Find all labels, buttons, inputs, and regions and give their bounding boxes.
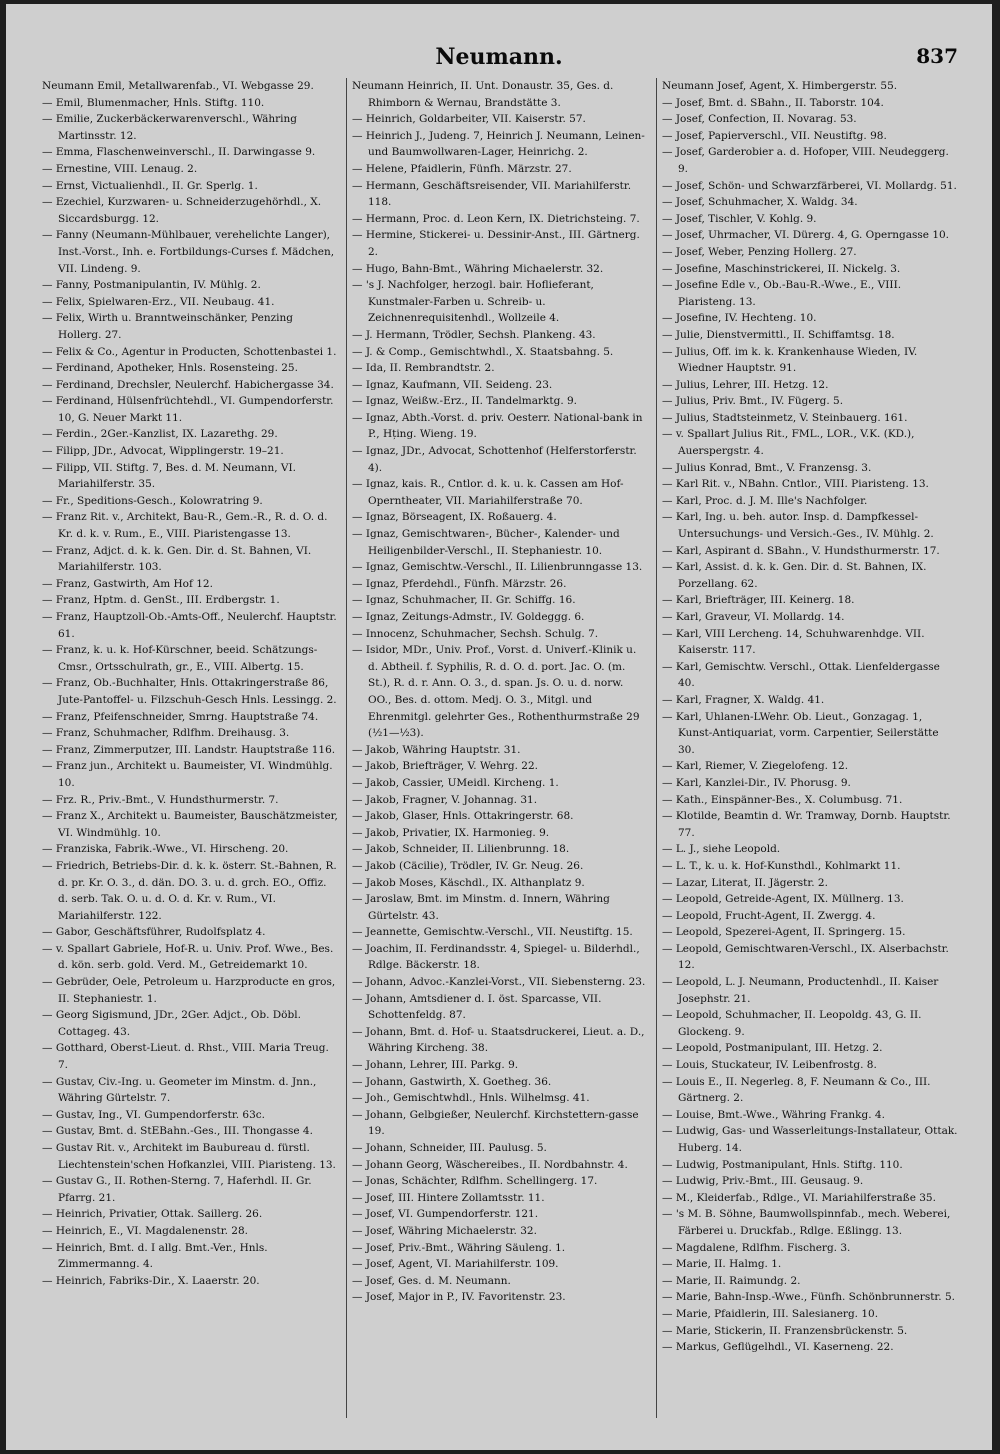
directory-entry: — Friedrich, Betriebs-Dir. d. k. k. österr. St.-Bahnen, R. d. pr. Kr. O. 3., d. dän. DO. 3. u. d. grch. EO., Offiz. d. serb. Tak. O. u. d. O. d. Kr. v. Rum., VI. Mariahilferstr. 122. <box>42 859 337 922</box>
directory-entry: — Franz, Schuhmacher, Rdlfhm. Dreihausg. 3. <box>42 727 290 740</box>
directory-entry: — Franz, Hptm. d. GenSt., III. Erdbergstr. 1. <box>42 594 280 607</box>
running-header: Neumann. <box>435 44 563 70</box>
directory-entry: — Gustav, Bmt. d. StEBahn.-Ges., III. Thongasse 4. <box>42 1125 313 1138</box>
directory-entry: — Jeannette, Gemischtw.-Verschl., VII. Neustiftg. 15. <box>352 926 633 939</box>
directory-entry: — Kath., Einspänner-Bes., X. Columbusg. 71. <box>662 793 903 806</box>
directory-entry: — Jakob, Schneider, II. Lilienbrunng. 18. <box>352 843 570 856</box>
directory-entry: — Leopold, Frucht-Agent, II. Zwergg. 4. <box>662 909 876 922</box>
directory-entry: — Fr., Speditions-Gesch., Kolowratring 9. <box>42 494 263 507</box>
directory-entry: — Josef, Tischler, V. Kohlg. 9. <box>662 212 817 225</box>
directory-entry: — Louis, Stuckateur, IV. Leibenfrostg. 8. <box>662 1059 877 1072</box>
directory-entry: — Julius, Lehrer, III. Hetzg. 12. <box>662 378 829 391</box>
directory-entry: — Frz. R., Priv.-Bmt., V. Hundsthurmerstr. 7. <box>42 793 279 806</box>
page-number: 837 <box>916 44 958 68</box>
directory-entry: — Emilie, Zuckerbäckerwarenverschl., Währing Martinsstr. 12. <box>42 113 297 142</box>
directory-entry: — Isidor, MDr., Univ. Prof., Vorst. d. Univerf.-Klinik u. d. Abtheil. f. Syphilis, R. d. O. d. port. Jac. O. (m. St.), R. d. r. Ann. O. 3., d. span. Js. O. u. d. norw. OO., Bes. d. ottom. Medj. O. 3., Mitgl. und Ehrenmitgl. gelehrter Ges., Rothenthurmstraße 29 (½1—½3). <box>352 644 640 740</box>
directory-entry: — Jakob Moses, Käschdl., IX. Althanplatz 9. <box>352 876 585 889</box>
directory-entry: — Ignaz, JDr., Advocat, Schottenhof (Helferstorferstr. 4). <box>352 445 637 474</box>
directory-entry: — Franz Rit. v., Architekt, Bau-R., Gem.-R., R. d. O. d. Kr. d. k. v. Rum., E., VIII. Piaristengasse 13. <box>42 511 328 541</box>
directory-entry: — Karl, Aspirant d. SBahn., V. Hundsthurmerstr. 17. <box>662 544 940 557</box>
directory-entry: — Franz X., Architekt u. Baumeister, Bauschätzmeister, VI. Windmühlg. 10. <box>42 810 338 839</box>
directory-entry: — Ludwig, Postmanipulant, Hnls. Stiftg. 110. <box>662 1158 903 1171</box>
directory-entry: — Heinrich, Goldarbeiter, VII. Kaiserstr. 57. <box>352 113 586 126</box>
directory-entry: — Jakob, Privatier, IX. Harmonieg. 9. <box>352 826 550 839</box>
directory-entry: — Franz, k. u. k. Hof-Kürschner, beeid. Schätzungs-Cmsr., Ortsschulrath, gr., E., VIII. Albertg. 15. <box>42 644 318 673</box>
directory-entry: — Karl, Ing. u. beh. autor. Insp. d. Dampfkessel-Untersuchungs- und Versich.-Ges., IV. Mühlg. 2. <box>662 511 934 541</box>
directory-entry: — Lazar, Literat, II. Jägerstr. 2. <box>662 876 828 889</box>
directory-entry: — Ignaz, Börseagent, IX. Roßauerg. 4. <box>352 511 557 524</box>
directory-entry: — Ezechiel, Kurzwaren- u. Schneiderzugehörhdl., X. Siccardsburgg. 12. <box>42 196 322 225</box>
directory-entry: — Julius, Priv. Bmt., IV. Fügerg. 5. <box>662 395 844 408</box>
directory-entry: — Leopold, Postmanipulant, III. Hetzg. 2. <box>662 1042 883 1055</box>
directory-entry: — Ferdinand, Drechsler, Neulerchf. Habichergasse 34. <box>42 378 334 391</box>
directory-entry: — Josef, Uhrmacher, VI. Dürerg. 4, G. Operngasse 10. <box>662 229 950 242</box>
directory-entry: — Franz, Adjct. d. k. k. Gen. Dir. d. St. Bahnen, VI. Mariahilferstr. 103. <box>42 544 312 574</box>
directory-entry: — Josef, Priv.-Bmt., Währing Säuleng. 1. <box>352 1241 566 1254</box>
directory-entry: — Klotilde, Beamtin d. Wr. Tramway, Dornb. Hauptstr. 77. <box>662 810 951 839</box>
directory-entry: — Gustav G., II. Rothen-Sterng. 7, Haferhdl. II. Gr. Pfarrg. 21. <box>42 1175 312 1204</box>
directory-entry: — Franz, Zimmerputzer, III. Landstr. Hauptstraße 116. <box>42 743 336 756</box>
directory-entry: — Marie, Bahn-Insp.-Wwe., Fünfh. Schönbrunnerstr. 5. <box>662 1291 955 1304</box>
directory-entry: — Joh., Gemischtwhdl., Hnls. Wilhelmsg. 41. <box>352 1092 590 1105</box>
directory-entry: — Jakob, Währing Hauptstr. 31. <box>352 743 521 756</box>
directory-entry: — Jakob, Fragner, V. Johannag. 31. <box>352 793 538 806</box>
directory-entry: — Emma, Flaschenweinverschl., II. Darwingasse 9. <box>42 146 316 159</box>
directory-entry: — Julie, Dienstvermittl., II. Schiffamtsg. 18. <box>662 328 895 341</box>
directory-entry: — Jakob, Glaser, Hnls. Ottakringerstr. 68. <box>352 810 574 823</box>
directory-entry: — Ignaz, Zeitungs-Admstr., IV. Goldeggg. 6. <box>352 611 585 623</box>
directory-entry: — Innocenz, Schuhmacher, Sechsh. Schulg. 7. <box>352 627 599 640</box>
directory-entry: — Fanny, Postmanipulantin, IV. Mühlg. 2. <box>42 279 261 292</box>
column-1 <box>42 78 338 1289</box>
directory-entry: — Johann, Amtsdiener d. I. öst. Sparcasse, VII. Schottenfeldg. 87. <box>352 992 602 1022</box>
directory-entry: — Ernestine, VIII. Lenaug. 2. <box>42 162 198 175</box>
directory-entry: — Georg Sigismund, JDr., 2Ger. Adjct., Ob. Döbl. Cottageg. 43. <box>42 1009 301 1038</box>
directory-entry: — Karl, Proc. d. J. M. Ille's Nachfolger. <box>662 494 868 507</box>
directory-entry: — Heinrich, Privatier, Ottak. Saillerg. 26. <box>42 1208 263 1221</box>
directory-entry: — Karl, Briefträger, III. Keinerg. 18. <box>662 594 855 607</box>
directory-entry: — Julius, Stadtsteinmetz, V. Steinbauerg. 161. <box>662 411 908 424</box>
directory-entry: Neumann Emil, Metallwarenfab., VI. Webgasse 29. <box>42 80 314 92</box>
directory-entry: — Gotthard, Oberst-Lieut. d. Rhst., VIII. Maria Treug. 7. <box>42 1042 329 1072</box>
directory-entry: — Johann, Lehrer, III. Parkg. 9. <box>352 1059 519 1072</box>
directory-entry: — Josef, Währing Michaelerstr. 32. <box>352 1224 537 1237</box>
directory-entry: — Ferdin., 2Ger.-Kanzlist, IX. Lazarethg. 29. <box>42 428 278 441</box>
directory-entry: — Johann, Gelbgießer, Neulerchf. Kirchstettern-gasse 19. <box>352 1108 639 1138</box>
directory-entry: — Josef, Confection, II. Novarag. 53. <box>662 113 857 126</box>
directory-entry: — Gabor, Geschäftsführer, Rudolfsplatz 4. <box>42 926 266 939</box>
directory-entry: — Hermann, Geschäftsreisender, VII. Mariahilferstr. 118. <box>352 179 632 209</box>
directory-entry: — Johann, Gastwirth, X. Goetheg. 36. <box>352 1075 552 1088</box>
directory-entry: Neumann Heinrich, II. Unt. Donaustr. 35, Ges. d. Rhimborn & Wernau, Brandstätte 3. <box>352 80 614 109</box>
directory-entry: — Helene, Pfaidlerin, Fünfh. Märzstr. 27. <box>352 162 572 175</box>
directory-entry: — Heinrich, Fabriks-Dir., X. Laaerstr. 20. <box>42 1274 260 1287</box>
directory-entry: — J. & Comp., Gemischtwhdl., X. Staatsbahng. 5. <box>352 345 614 358</box>
directory-entry: — Jakob, Cassier, UMeidl. Kircheng. 1. <box>352 776 559 789</box>
directory-entry: — Julius, Off. im k. k. Krankenhause Wieden, IV. Wiedner Hauptstr. 91. <box>662 345 918 375</box>
column-2 <box>352 78 648 1306</box>
directory-entry: — Johann, Schneider, III. Paulusg. 5. <box>352 1142 547 1154</box>
directory-entry: — Josefine, IV. Hechteng. 10. <box>662 312 817 325</box>
directory-entry: — Ignaz, Gemischtwaren-, Bücher-, Kalender- und Heiligenbilder-Verschl., II. Stephaniestr. 10. <box>352 528 620 557</box>
directory-entry: — Johann, Bmt. d. Hof- u. Staatsdruckerei, Lieut. a. D., Währing Kircheng. 38. <box>352 1025 645 1055</box>
directory-entry: — Ignaz, kais. R., Cntlor. d. k. u. k. Cassen am Hof-Operntheater, VII. Mariahilferstraße 70. <box>352 478 624 507</box>
directory-entry: — J. Hermann, Trödler, Sechsh. Plankeng. 43. <box>352 328 596 341</box>
directory-entry: — L. T., k. u. k. Hof-Kunsthdl., Kohlmarkt 11. <box>662 859 901 872</box>
directory-entry: — Felix & Co., Agentur in Producten, Schottenbastei 1. <box>42 345 337 358</box>
directory-entry: — Felix, Spielwaren-Erz., VII. Neubaug. 41. <box>42 295 275 308</box>
column-divider <box>656 78 657 1418</box>
directory-entry: — Josef, Schuhmacher, X. Waldg. 34. <box>662 196 858 209</box>
directory-entry: — Karl, Assist. d. k. k. Gen. Dir. d. St. Bahnen, IX. Porzellang. 62. <box>662 561 927 590</box>
directory-entry: — Karl, VIII Lercheng. 14, Schuhwarenhdge. VII. Kaiserstr. 117. <box>662 627 925 657</box>
directory-entry: — Ferdinand, Hülsenfrüchtehdl., VI. Gumpendorferstr. 10, G. Neuer Markt 11. <box>42 395 334 424</box>
directory-entry: — Markus, Geflügelhdl., VI. Kaserneng. 22. <box>662 1341 894 1354</box>
directory-entry: — Emil, Blumenmacher, Hnls. Stiftg. 110. <box>42 96 265 109</box>
directory-entry: — Ignaz, Abth.-Vorst. d. priv. Oesterr. National-bank in P., Hțing. Wieng. 19. <box>352 411 643 441</box>
directory-entry: — Karl, Fragner, X. Waldg. 41. <box>662 693 825 706</box>
directory-entry: — Louis E., II. Negerleg. 8, F. Neumann & Co., III. Gärtnerg. 2. <box>662 1075 931 1105</box>
directory-entry: — Gebrüder, Oele, Petroleum u. Harzproducte en gros, II. Stephaniestr. 1. <box>42 976 336 1005</box>
directory-entry: — Jonas, Schächter, Rdlfhm. Schellingerg. 17. <box>352 1175 598 1188</box>
directory-entry: — Ernst, Victualienhdl., II. Gr. Sperlg. 1. <box>42 179 258 192</box>
directory-entry: — Ferdinand, Apotheker, Hnls. Rosensteing. 25. <box>42 362 298 375</box>
directory-entry: — Hermine, Stickerei- u. Dessinir-Anst., III. Gärtnerg. 2. <box>352 229 640 258</box>
directory-entry: — Ignaz, Weißw.-Erz., II. Tandelmarktg. 9. <box>352 395 578 408</box>
directory-entry: — Karl, Kanzlei-Dir., IV. Phorusg. 9. <box>662 776 851 789</box>
directory-entry: Neumann Josef, Agent, X. Himbergerstr. 55. <box>662 80 898 92</box>
directory-entry: — Johann, Advoc.-Kanzlei-Vorst., VII. Siebensterng. 23. <box>352 976 646 989</box>
directory-entry: — Franz jun., Architekt u. Baumeister, VI. Windmühlg. 10. <box>42 760 333 789</box>
directory-entry: — M., Kleiderfab., Rdlge., VI. Mariahilferstraße 35. <box>662 1191 936 1204</box>
directory-entry: — Ignaz, Schuhmacher, II. Gr. Schiffg. 16. <box>352 594 576 607</box>
directory-entry: — Gustav Rit. v., Architekt im Baubureau d. fürstl. Liechtenstein'schen Hofkanzlei, VIII. Piaristeng. 13. <box>42 1142 336 1171</box>
directory-entry: — Josef, Weber, Penzing Hollerg. 27. <box>662 245 857 258</box>
directory-entry: — Jaroslaw, Bmt. im Minstm. d. Innern, Währing Gürtelstr. 43. <box>352 893 610 922</box>
directory-entry: — Marie, Pfaidlerin, III. Salesianerg. 10. <box>662 1307 879 1320</box>
directory-entry: — Franz, Gastwirth, Am Hof 12. <box>42 577 213 590</box>
directory-entry: — Louise, Bmt.-Wwe., Währing Frankg. 4. <box>662 1108 885 1121</box>
directory-entry: — 's M. B. Söhne, Baumwollspinnfab., mech. Weberei, Färberei u. Druckfab., Rdlge. Eßlingg. 13. <box>662 1208 951 1237</box>
directory-entry: — v. Spallart Julius Rit., FML., LOR., V.K. (KD.), Auerspergstr. 4. <box>662 428 915 458</box>
directory-entry: — Josef, Ges. d. M. Neumann. <box>352 1274 511 1287</box>
directory-entry: — Heinrich J., Judeng. 7, Heinrich J. Neumann, Leinen- und Baumwollwaren-Lager, Heinrichg. 2. <box>352 129 645 159</box>
directory-entry: — Franz, Hauptzoll-Ob.-Amts-Off., Neulerchf. Hauptstr. 61. <box>42 611 337 640</box>
directory-entry: — Ida, II. Rembrandtstr. 2. <box>352 362 495 375</box>
directory-entry: — Josefine Edle v., Ob.-Bau-R.-Wwe., E., VIII. Piaristeng. 13. <box>662 279 902 308</box>
directory-entry: — Ludwig, Gas- und Wasserleitungs-Installateur, Ottak. Huberg. 14. <box>662 1125 958 1154</box>
directory-entry: — Josef, Bmt. d. SBahn., II. Taborstr. 104. <box>662 96 884 109</box>
directory-entry: — Josef, Garderobier a. d. Hofoper, VIII. Neudeggerg. 9. <box>662 146 949 175</box>
directory-entry: — Jakob, Briefträger, V. Wehrg. 22. <box>352 760 539 773</box>
directory-entry: — Jakob (Cäcilie), Trödler, IV. Gr. Neug. 26. <box>352 859 584 872</box>
directory-entry: — Josef, Major in P., IV. Favoritenstr. 23. <box>352 1291 566 1304</box>
directory-page <box>6 4 992 1450</box>
directory-entry: — Josef, III. Hintere Zollamtsstr. 11. <box>352 1191 545 1204</box>
directory-entry: — Ignaz, Pferdehdl., Fünfh. Märzstr. 26. <box>352 577 567 590</box>
directory-entry: — Karl, Graveur, VI. Mollardg. 14. <box>662 611 845 623</box>
directory-entry: — v. Spallart Gabriele, Hof-R. u. Univ. Prof. Wwe., Bes. d. kön. serb. gold. Verd. M., Getreidemarkt 10. <box>42 942 334 972</box>
directory-entry: — Leopold, L. J. Neumann, Productenhdl., II. Kaiser Josephstr. 21. <box>662 976 939 1005</box>
directory-entry: — Franz, Pfeifenschneider, Smrng. Hauptstraße 74. <box>42 710 319 723</box>
directory-entry: — Karl Rit. v., NBahn. Cntlor., VIII. Piaristeng. 13. <box>662 478 929 491</box>
directory-entry: — Felix, Wirth u. Branntweinschänker, Penzing Hollerg. 27. <box>42 312 293 341</box>
directory-entry: — Gustav, Ing., VI. Gumpendorferstr. 63c. <box>42 1108 265 1121</box>
directory-entry: — Fanny (Neumann-Mühlbauer, verehelichte Langer), Inst.-Vorst., Inh. e. Fortbildungs-Curses f. Mädchen, VII. Lindeng. 9. <box>42 229 335 275</box>
directory-entry: — Leopold, Schuhmacher, II. Leopoldg. 43, G. II. Glockeng. 9. <box>662 1009 922 1038</box>
directory-entry: — Marie, Stickerin, II. Franzensbrückenstr. 5. <box>662 1324 908 1337</box>
directory-entry: — Filipp, VII. Stiftg. 7, Bes. d. M. Neumann, VI. Mariahilferstr. 35. <box>42 461 296 491</box>
directory-entry: — Franz, Ob.-Buchhalter, Hnls. Ottakringerstraße 86, Jute-Pantoffel- u. Filzschuh-Gesch Hnls. Lessingg. 2. <box>42 677 337 706</box>
column-3 <box>662 78 958 1356</box>
directory-entry: — Josef, Agent, VI. Mariahilferstr. 109. <box>352 1258 559 1271</box>
directory-entry: — Josef, Papierverschl., VII. Neustiftg. 98. <box>662 129 887 142</box>
directory-entry: — Franziska, Fabrik.-Wwe., VI. Hirscheng. 20. <box>42 843 289 856</box>
directory-entry: — Joachim, II. Ferdinandsstr. 4, Spiegel- u. Bilderhdl., Rdlge. Bäckerstr. 18. <box>352 942 640 972</box>
directory-entry: — Leopold, Gemischtwaren-Verschl., IX. Alserbachstr. 12. <box>662 942 949 972</box>
directory-entry: — Ignaz, Kaufmann, VII. Seideng. 23. <box>352 378 553 391</box>
directory-entry: — Leopold, Spezerei-Agent, II. Springerg. 15. <box>662 926 906 939</box>
directory-entry: — Julius Konrad, Bmt., V. Franzensg. 3. <box>662 461 872 474</box>
directory-entry: — 's J. Nachfolger, herzogl. bair. Hoflieferant, Kunstmaler-Farben u. Schreib- u. Zeichnenrequisitenhdl., Wollzeile 4. <box>352 279 594 325</box>
directory-entry: — L. J., siehe Leopold. <box>662 843 781 856</box>
directory-entry: — Karl, Riemer, V. Ziegelofeng. 12. <box>662 760 849 773</box>
directory-entry: — Marie, II. Halmg. 1. <box>662 1258 782 1271</box>
directory-entry: — Hermann, Proc. d. Leon Kern, IX. Dietrichsteing. 7. <box>352 212 640 225</box>
directory-entry: — Karl, Gemischtw. Verschl., Ottak. Lienfeldergasse 40. <box>662 660 940 690</box>
directory-entry: — Hugo, Bahn-Bmt., Währing Michaelerstr. 32. <box>352 262 604 275</box>
directory-entry: — Karl, Uhlanen-LWehr. Ob. Lieut., Gonzagag. 1, Kunst-Antiquariat, vorm. Carpentier, Seilerstätte 30. <box>662 710 939 756</box>
directory-entry: — Josef, Schön- und Schwarzfärberei, VI. Mollardg. 51. <box>662 179 957 192</box>
directory-entry: — Ludwig, Priv.-Bmt., III. Geusaug. 9. <box>662 1175 864 1188</box>
directory-entry: — Magdalene, Rdlfhm. Fischerg. 3. <box>662 1241 851 1254</box>
directory-entry: — Gustav, Civ.-Ing. u. Geometer im Minstm. d. Jnn., Währing Gürtelstr. 7. <box>42 1075 317 1105</box>
directory-entry: — Josef, VI. Gumpendorferstr. 121. <box>352 1208 539 1221</box>
directory-entry: — Heinrich, E., VI. Magdalenenstr. 28. <box>42 1224 248 1237</box>
directory-entry: — Marie, II. Raimundg. 2. <box>662 1274 801 1287</box>
column-divider <box>346 78 347 1418</box>
directory-entry: — Josefine, Maschinstrickerei, II. Nickelg. 3. <box>662 262 901 275</box>
directory-entry: — Heinrich, Bmt. d. I allg. Bmt.-Ver., Hnls. Zimmermanng. 4. <box>42 1241 268 1271</box>
directory-entry: — Leopold, Getreide-Agent, IX. Müllnerg. 13. <box>662 893 904 906</box>
directory-entry: — Filipp, JDr., Advocat, Wipplingerstr. 19–21. <box>42 445 284 458</box>
directory-entry: — Ignaz, Gemischtw.-Verschl., II. Lilienbrunngasse 13. <box>352 561 643 574</box>
directory-entry: — Johann Georg, Wäschereibes., II. Nordbahnstr. 4. <box>352 1158 628 1171</box>
